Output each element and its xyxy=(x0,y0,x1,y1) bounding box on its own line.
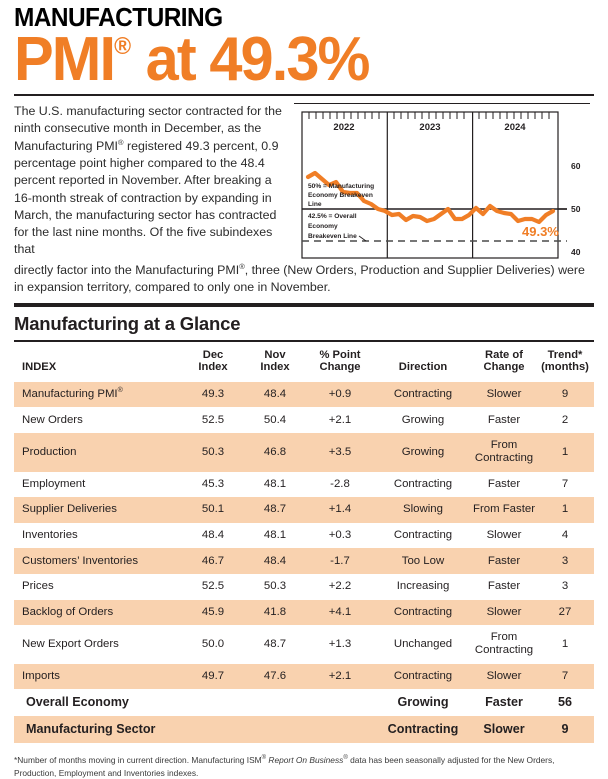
chart-annotation-425-line2: Economy xyxy=(308,223,338,231)
cell-rate-of-change: Faster xyxy=(487,413,521,426)
cell-direction: Contracting xyxy=(374,716,472,743)
registered-mark-icon: ® xyxy=(239,261,245,271)
cell-rate-of-change: From Contracting xyxy=(472,433,536,472)
cell-nov-index: 48.1 xyxy=(263,477,287,490)
table-footnote xyxy=(14,754,594,779)
table-header-row xyxy=(14,342,594,382)
cell-trend: 7 xyxy=(536,664,594,690)
cell-trend: 4 xyxy=(561,529,569,542)
cell-dec-index: 48.4 xyxy=(201,529,225,542)
cell-trend: 9 xyxy=(536,382,594,408)
cell-index: Overall Economy xyxy=(26,695,129,710)
table-row xyxy=(14,382,594,408)
cell-rate-of-change: Faster xyxy=(485,695,523,710)
table-row xyxy=(14,716,594,743)
cell-trend: 1 xyxy=(561,637,569,650)
cell-dec-index: 49.3 xyxy=(182,382,244,408)
cell-direction: Increasing xyxy=(396,580,450,593)
cell-trend: 3 xyxy=(536,548,594,574)
cell-direction: Growing xyxy=(397,695,449,710)
cell-rate-of-change: Slower xyxy=(486,529,522,542)
cell-index: Inventories xyxy=(22,529,78,542)
chart-current-value-label: 49.3% xyxy=(522,224,559,240)
chart-ylabel-50: 50 xyxy=(571,204,581,215)
table-row xyxy=(14,497,594,523)
registered-mark-icon: ® xyxy=(261,755,267,762)
cell-nov-index: 48.4 xyxy=(244,382,306,408)
cell-trend: 3 xyxy=(561,580,569,593)
table-row xyxy=(14,407,594,433)
cell-index: New Orders xyxy=(22,413,83,426)
cell-rate-of-change: Slower xyxy=(472,382,536,408)
cell-index: Manufacturing Sector xyxy=(14,716,182,743)
table-header xyxy=(14,342,594,382)
cell-dec-index: 45.9 xyxy=(182,600,244,626)
manufacturing-at-a-glance-table xyxy=(14,342,594,744)
cell-trend: 56 xyxy=(557,695,572,710)
column-header-nov-l1: Nov xyxy=(264,348,286,361)
cell-dec-index: 52.5 xyxy=(201,413,225,426)
cell-dec-index: 49.7 xyxy=(182,664,244,690)
cell-index: Prices xyxy=(22,580,54,593)
cell-point-change: +0.9 xyxy=(306,382,374,408)
chart-ylabel-60: 60 xyxy=(571,161,581,172)
table-row xyxy=(14,664,594,690)
cell-direction: Contracting xyxy=(393,529,453,542)
cell-trend: 27 xyxy=(536,600,594,626)
cell-direction: Growing xyxy=(374,433,472,472)
table-row xyxy=(14,472,594,498)
intro-paragraph: The U.S. manufacturing sector contracted for the ninth consecutive month in December, as the Manufacturing PMI® registered 49.3 percent, 0.9 percentage point higher compared to the 48.4 percent reported in November. After breaking a 16-month streak of contraction by expanding in March, the manufacturing sector has contracted for the last nine months. Of the five subindexes that xyxy=(14,104,282,257)
footnote-text-b: data has been seasonally adjusted for the New Orders, Production, Employment and Inventories indexes. xyxy=(14,755,555,778)
cell-nov-index: 47.6 xyxy=(244,664,306,690)
cell-dec-index xyxy=(182,689,244,716)
cell-dec-index xyxy=(182,716,244,743)
cell-index: Employment xyxy=(22,477,86,490)
masthead xyxy=(0,0,608,94)
chart-ylabel-40: 40 xyxy=(571,247,581,258)
cell-nov-index: 50.4 xyxy=(263,413,287,426)
cell-nov-index: 41.8 xyxy=(244,600,306,626)
cell-point-change: -2.8 xyxy=(330,477,350,490)
cell-index: New Export Orders xyxy=(22,637,119,650)
cell-direction: Contracting xyxy=(374,600,472,626)
cell-rate-of-change: Slower xyxy=(472,716,536,743)
cell-index: Imports xyxy=(14,664,182,690)
cell-nov-index xyxy=(244,689,306,716)
column-header-change-l2: Change xyxy=(319,361,361,374)
masthead-headline xyxy=(14,25,571,94)
cell-trend: 1 xyxy=(536,433,594,472)
column-header-point-change xyxy=(306,342,374,382)
cell-trend: 7 xyxy=(561,477,569,490)
chart-annotation-425-line1: 42.5% = Overall xyxy=(308,213,357,221)
registered-mark-icon: ® xyxy=(118,137,124,147)
masthead-kicker: MANUFACTURING xyxy=(14,2,223,32)
cell-nov-index: 48.4 xyxy=(244,548,306,574)
cell-nov-index: 50.3 xyxy=(263,580,287,593)
column-header-trend-l2: (months) xyxy=(541,361,589,374)
column-header-index-label: INDEX xyxy=(22,361,57,374)
registered-mark-icon: ® xyxy=(343,755,348,762)
intro-paragraph-tail: directly factor into the Manufacturing PMI®, three (New Orders, Production and Supplier Deliveries) were in expansion territory, compared to only one in November. xyxy=(14,261,585,295)
table-body xyxy=(14,382,594,744)
cell-dec-index: 45.3 xyxy=(201,477,225,490)
column-header-direction-label: Direction xyxy=(398,361,448,374)
cell-nov-index: 48.7 xyxy=(263,637,287,650)
pmi-chart xyxy=(294,103,590,262)
cell-dec-index: 52.5 xyxy=(201,580,225,593)
column-header-dec-l2: Index xyxy=(198,361,228,374)
cell-point-change xyxy=(306,689,374,716)
table-row xyxy=(14,625,594,664)
cell-rate-of-change: Slower xyxy=(472,600,536,626)
registered-mark-icon: ® xyxy=(117,387,123,395)
chart-annotation-50-line3: Line xyxy=(308,201,322,209)
footnote-italic-a: Report On Business xyxy=(266,755,344,766)
cell-direction: Contracting xyxy=(374,382,472,408)
cell-trend: 1 xyxy=(536,497,594,523)
headline-main: PMI xyxy=(14,25,115,94)
masthead-divider xyxy=(14,94,594,96)
registered-mark-icon: ® xyxy=(114,33,132,60)
cell-rate-of-change: Faster xyxy=(487,580,521,593)
cell-rate-of-change: From Contracting xyxy=(474,631,534,657)
column-header-nov-index xyxy=(244,342,306,382)
chart-year-label-2022: 2022 xyxy=(333,122,355,134)
cell-dec-index: 46.7 xyxy=(182,548,244,574)
cell-nov-index xyxy=(244,716,306,743)
cell-nov-index: 48.1 xyxy=(263,529,287,542)
cell-point-change: +0.3 xyxy=(328,529,352,542)
cell-direction: Slowing xyxy=(374,497,472,523)
cell-direction: Unchanged xyxy=(393,637,453,650)
column-header-rate-of-change xyxy=(472,342,536,382)
cell-dec-index: 50.0 xyxy=(201,637,225,650)
column-header-rate-l2: Change xyxy=(483,361,525,374)
cell-direction: Contracting xyxy=(393,477,453,490)
cell-index: Supplier Deliveries xyxy=(14,497,182,523)
chart-year-label-2023: 2023 xyxy=(419,122,441,134)
cell-point-change: +2.1 xyxy=(328,413,352,426)
cell-dec-index: 50.3 xyxy=(182,433,244,472)
cell-point-change: +1.3 xyxy=(328,637,352,650)
column-header-change-l1: % Point xyxy=(319,348,361,361)
cell-rate-of-change: Faster xyxy=(487,477,521,490)
cell-rate-of-change: From Faster xyxy=(472,497,536,523)
cell-direction: Too Low xyxy=(374,548,472,574)
table-row xyxy=(14,433,594,472)
cell-rate-of-change: Faster xyxy=(472,548,536,574)
intro-section xyxy=(0,103,608,262)
cell-direction: Growing xyxy=(401,413,445,426)
footnote-text-a: *Number of months moving in current direction. Manufacturing ISM xyxy=(14,755,262,766)
column-header-trend xyxy=(536,342,594,382)
headline-rest: at 49.3% xyxy=(131,25,369,94)
chart-annotation-50-line1: 50% = Manufacturing xyxy=(308,183,375,191)
table-row xyxy=(14,523,594,549)
cell-index: Production xyxy=(14,433,182,472)
cell-dec-index: 50.1 xyxy=(182,497,244,523)
cell-point-change: +2.2 xyxy=(328,580,352,593)
column-header-trend-l1: Trend* xyxy=(547,348,583,361)
cell-index: Manufacturing PMI® xyxy=(14,382,182,408)
pmi-line-chart xyxy=(294,110,590,262)
column-header-rate-l1: Rate of xyxy=(485,348,523,361)
chart-annotation-50-line2: Economy Breakeven xyxy=(308,192,373,200)
column-header-nov-l2: Index xyxy=(260,361,290,374)
column-header-dec-l1: Dec xyxy=(202,348,224,361)
cell-nov-index: 48.7 xyxy=(244,497,306,523)
chart-annotation-425-line3: Breakeven Line xyxy=(308,233,357,241)
chart-divider xyxy=(294,103,590,104)
cell-index: Backlog of Orders xyxy=(14,600,182,626)
table-row xyxy=(14,574,594,600)
column-header-dec-index xyxy=(182,342,244,382)
cell-point-change: +4.1 xyxy=(306,600,374,626)
chart-year-label-2024: 2024 xyxy=(504,122,526,134)
cell-point-change: +1.4 xyxy=(306,497,374,523)
cell-direction: Contracting xyxy=(374,664,472,690)
table-row xyxy=(14,600,594,626)
cell-trend: 2 xyxy=(561,413,569,426)
page-title: Manufacturing at a Glance xyxy=(14,312,241,334)
table-row xyxy=(14,548,594,574)
cell-trend: 9 xyxy=(536,716,594,743)
cell-point-change: +2.1 xyxy=(306,664,374,690)
cell-nov-index: 46.8 xyxy=(244,433,306,472)
cell-rate-of-change: Slower xyxy=(472,664,536,690)
column-header-index xyxy=(14,342,182,382)
cell-point-change: -1.7 xyxy=(306,548,374,574)
table-row xyxy=(14,689,594,716)
cell-index: Customers’ Inventories xyxy=(14,548,182,574)
cell-point-change: +3.5 xyxy=(306,433,374,472)
cell-point-change xyxy=(306,716,374,743)
column-header-direction xyxy=(374,342,472,382)
